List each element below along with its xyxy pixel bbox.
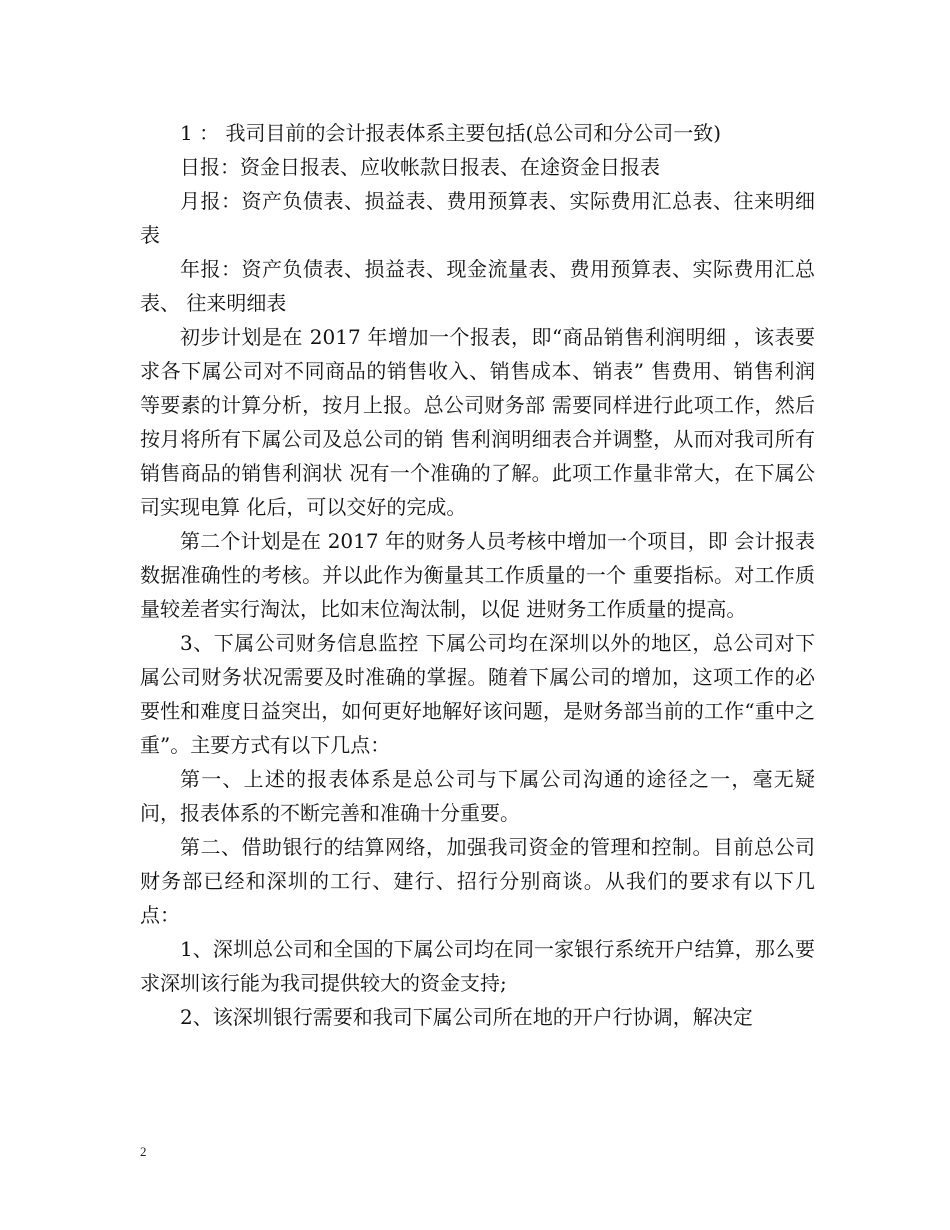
paragraph-first-point: 第一、上述的报表体系是总公司与下属公司沟通的途径之一，毫无疑问，报表体系的不断完善和准确十分重要。 <box>140 767 815 825</box>
paragraph-report-system: 1 ： 我司目前的会计报表体系主要包括(总公司和分公司一致) <box>180 121 722 145</box>
paragraph-subsidiary-monitoring: 3、下属公司财务信息监控 下属公司均在深圳以外的地区，总公司对下属公司财务状况需要及时准确的掌握。随着下属公司的增加，这项工作的必要性和难度日益突出，如何更好地解好该问题，是财务部当前的工作“重中之重”。主要方式有以下几点： <box>140 631 815 757</box>
paragraph-initial-plan: 初步计划是在 2017 年增加一个报表，即“商品销售利润明细 ，该表要求各下属公司对不同商品的销售收入、销售成本、销表” 售费用、销售利润等要素的计算分析，按月上报。总公司财务部 需要同样进行此项工作，然后按月将所有下属公司及总公司的销 售利润明细表合并调整，从而对我司所有销售商品的销售利润状 况有一个准确的了解。此项工作量非常大，在下属公司实现电算 化后，可以交好的完成。 <box>140 325 815 519</box>
paragraph-daily-reports: 日报：资金日报表、应收帐款日报表、在途资金日报表 <box>180 155 660 179</box>
document-body <box>140 116 815 1034</box>
paragraph-bank-item-2: 2、该深圳银行需要和我司下属公司所在地的开户行协调，解决定 <box>180 1005 753 1029</box>
paragraph-second-plan: 第二个计划是在 2017 年的财务人员考核中增加一个项目，即 会计报表数据准确性的考核。并以此作为衡量其工作质量的一个 重要指标。对工作质量较差者实行淘汰，比如末位淘汰制，以促 进财务工作质量的提高。 <box>140 529 815 621</box>
paragraph-second-point: 第二、借助银行的结算网络，加强我司资金的管理和控制。目前总公司财务部已经和深圳的工行、建行、招行分别商谈。从我们的要求有以下几点： <box>140 835 815 927</box>
paragraph-monthly-reports: 月报：资产负债表、损益表、费用预算表、实际费用汇总表、往来明细表 <box>140 189 815 247</box>
page-number: 2 <box>140 1144 147 1159</box>
paragraph-annual-reports: 年报：资产负债表、损益表、现金流量表、费用预算表、实际费用汇总表、 往来明细表 <box>140 257 815 315</box>
paragraph-bank-item-1: 1、深圳总公司和全国的下属公司均在同一家银行系统开户结算，那么要求深圳该行能为我司提供较大的资金支持; <box>140 937 815 995</box>
